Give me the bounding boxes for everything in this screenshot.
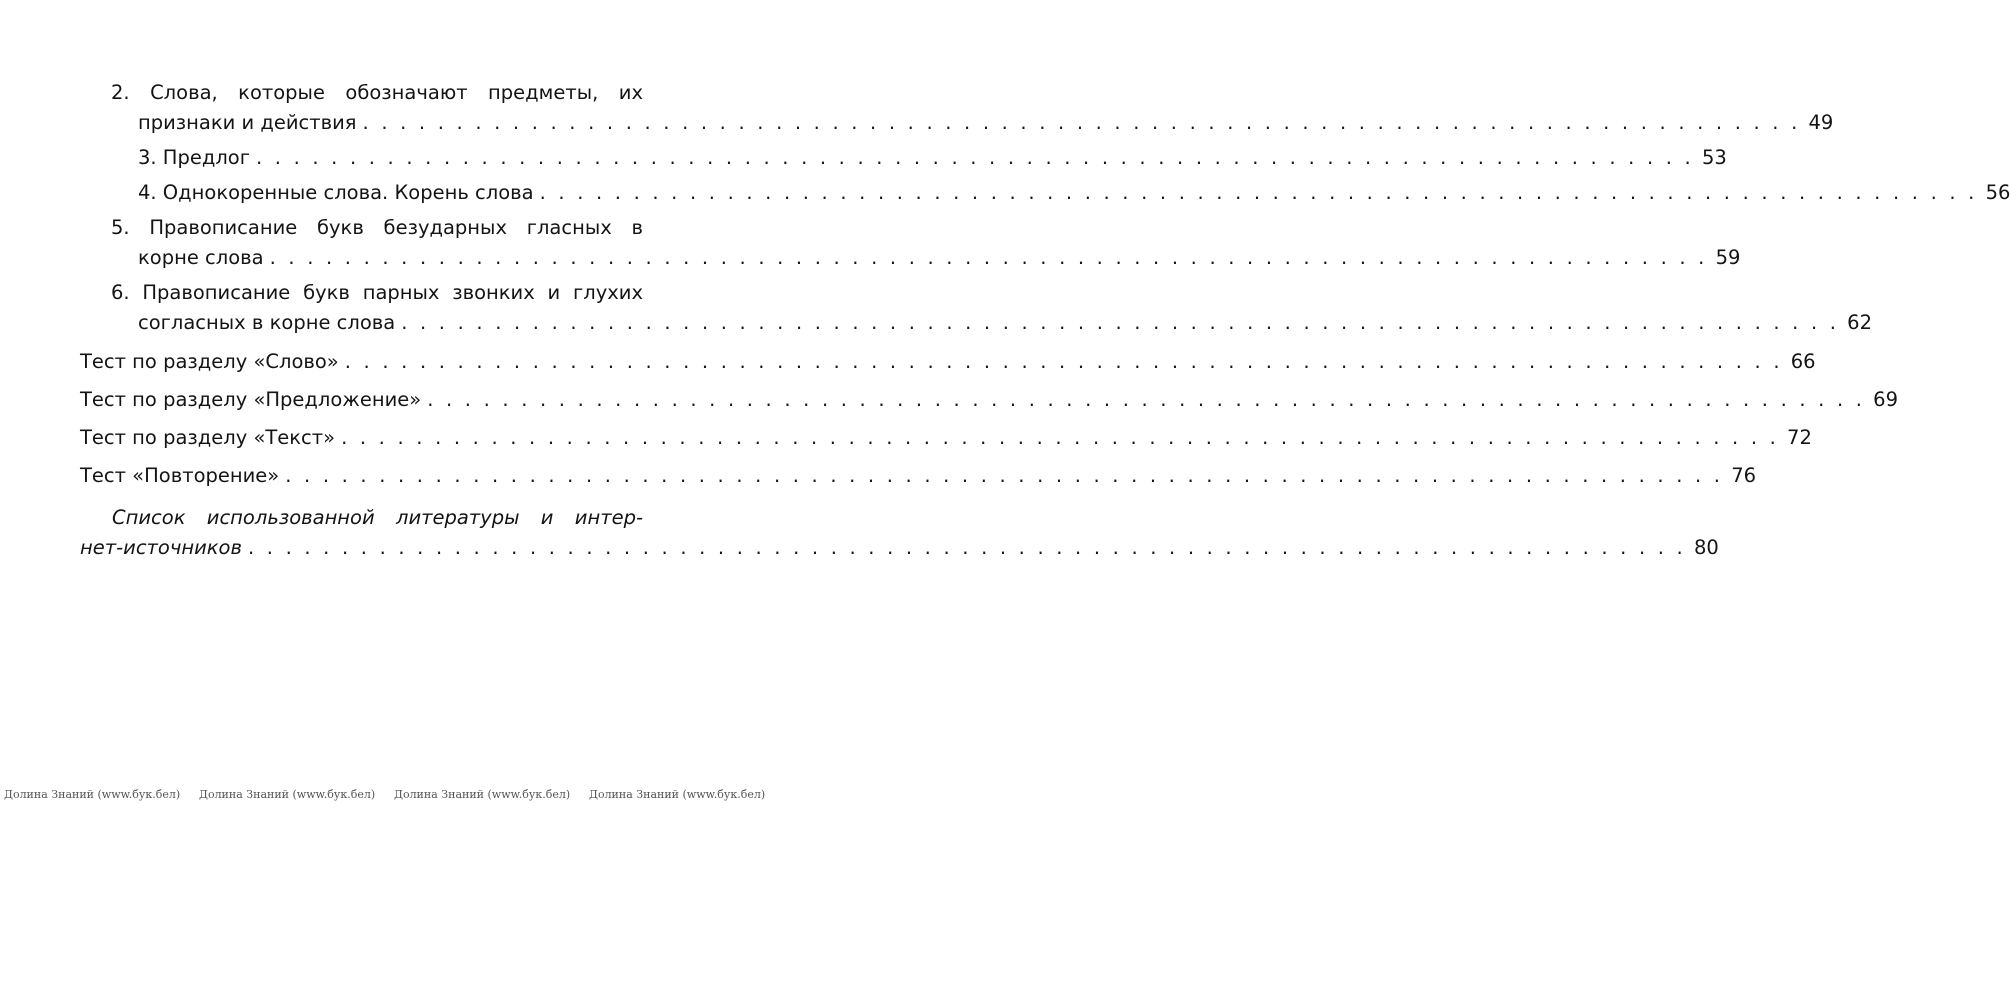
- toc-page-number: 49: [1808, 111, 1834, 134]
- toc-entry-title: 5. Правописание букв безударных гласных в: [111, 216, 643, 239]
- toc-entry-title: признаки и действия: [138, 111, 357, 134]
- toc-entry-title: Тест по разделу «Слово»: [80, 350, 339, 373]
- toc-entry-test-slovo[interactable]: [80, 347, 1816, 377]
- toc-entry-4[interactable]: [80, 178, 2010, 208]
- dot-leader: [341, 423, 1779, 453]
- dot-leader: [256, 143, 1694, 173]
- toc-entry-test-predlozhenie[interactable]: [80, 385, 1898, 415]
- watermark-text: Долина Знаний (www.бук.бел): [199, 788, 376, 801]
- toc-entry-2[interactable]: [80, 78, 1834, 138]
- toc-entry-title: Тест по разделу «Предложение»: [80, 388, 422, 411]
- toc-page-number: 69: [1873, 388, 1898, 411]
- toc-entry-title: 6. Правописание букв парных звонких и глухих: [111, 281, 643, 304]
- watermark-text: Долина Знаний (www.бук.бел): [4, 788, 181, 801]
- toc-page-number: 72: [1787, 426, 1812, 449]
- toc-page-number: 80: [1693, 536, 1719, 559]
- toc-page-number: 76: [1731, 464, 1757, 487]
- toc-entry-bibliography[interactable]: [80, 503, 1719, 563]
- toc-page-number: 53: [1701, 146, 1727, 169]
- toc-entry-title: нет-источников: [80, 536, 242, 559]
- dot-leader: [401, 308, 1839, 338]
- toc-entry-title: 3. Предлог: [138, 146, 250, 169]
- dot-leader: [427, 385, 1865, 415]
- toc-entry-title: согласных в корне слова: [138, 311, 396, 334]
- toc-entry-test-povtorenie[interactable]: [80, 461, 1757, 491]
- toc-entry-6[interactable]: [80, 278, 1872, 338]
- toc-entry-test-tekst[interactable]: [80, 423, 1812, 453]
- dot-leader: [270, 243, 1708, 273]
- toc-entry-title: Тест по разделу «Текст»: [80, 426, 336, 449]
- toc-entry-title: Тест «Повторение»: [80, 464, 280, 487]
- toc-entry-title: корне слова: [138, 246, 264, 269]
- toc-entry-title: 2. Слова, которые обозначают предметы, их: [111, 81, 643, 104]
- toc-entry-title: 4. Однокоренные слова. Корень слова: [138, 181, 534, 204]
- watermark-strip: [4, 788, 766, 801]
- toc-page-number: 62: [1847, 311, 1872, 334]
- dot-leader: [248, 533, 1686, 563]
- dot-leader: [540, 178, 1978, 208]
- dot-leader: [345, 347, 1783, 377]
- toc-page-number: 66: [1790, 350, 1816, 373]
- toc-entry-3[interactable]: [80, 143, 1727, 173]
- dot-leader: [285, 461, 1723, 491]
- toc-page-number: 56: [1985, 181, 2010, 204]
- dot-leader: [363, 108, 1801, 138]
- toc-page-number: 59: [1715, 246, 1741, 269]
- table-of-contents: [80, 78, 2010, 563]
- toc-entry-title: Список использованной литературы и интер-: [112, 506, 643, 529]
- watermark-text: Долина Знаний (www.бук.бел): [589, 788, 766, 801]
- toc-entry-5[interactable]: [80, 213, 1741, 273]
- watermark-text: Долина Знаний (www.бук.бел): [394, 788, 571, 801]
